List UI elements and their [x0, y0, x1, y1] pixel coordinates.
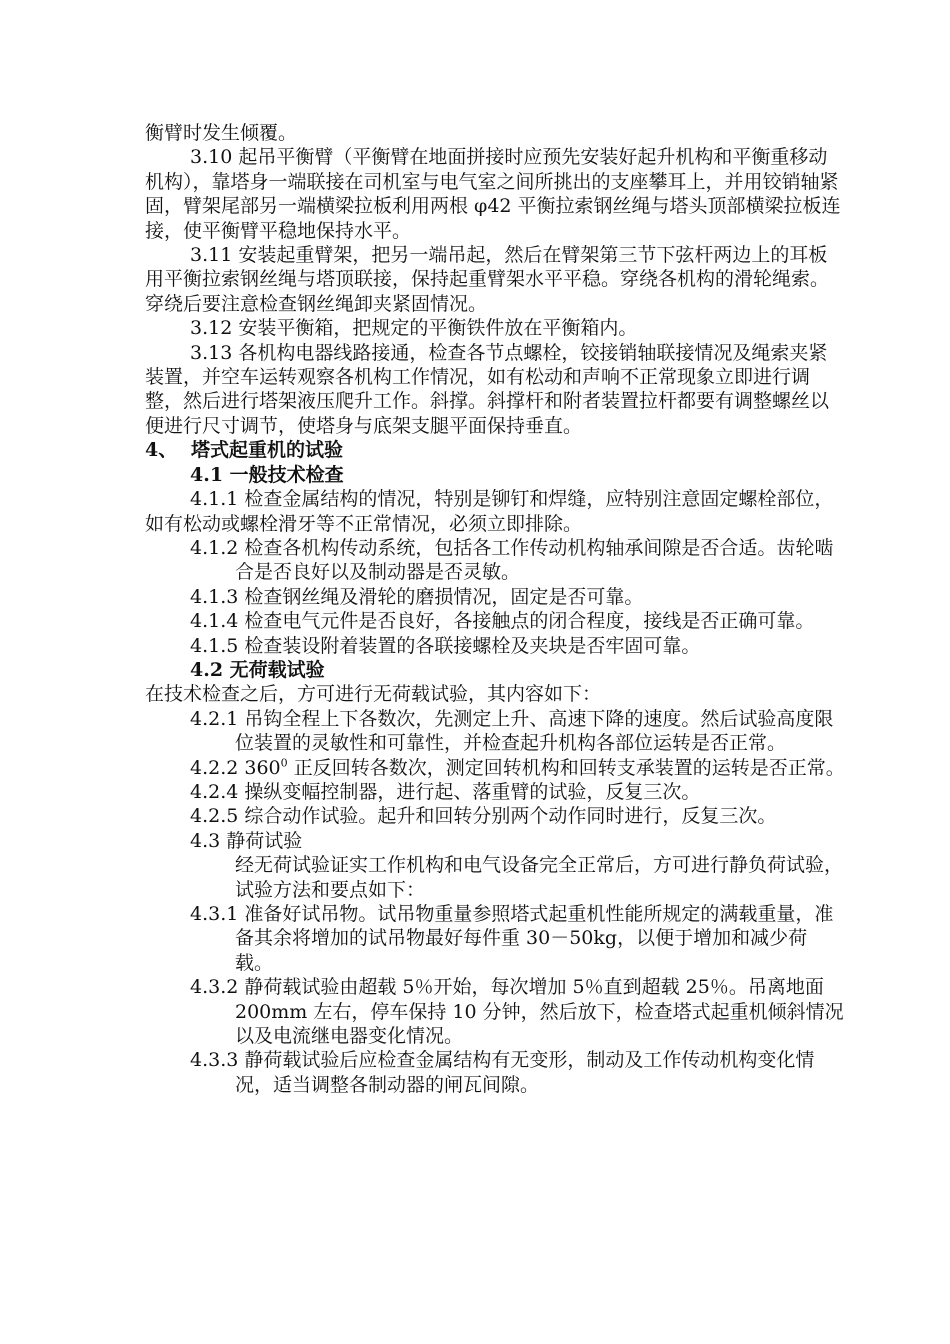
paragraph-4-2-2-rest: 正反回转各数次，测定回转机构和回转支承装置的运转是否正常。	[287, 756, 845, 779]
paragraph-3-11: 3.11 安装起重臂架，把另一端吊起，然后在臂架第三节下弦杆两边上的耳板用平衡拉索钢丝绳与塔顶联接，保持起重臂架水平平稳。穿绕各机构的滑轮绳索。穿绕后要注意检查钢丝绳卸夹紧固情况。	[145, 244, 830, 315]
paragraph-4-1-2: 4.1.2 检查各机构传动系统，包括各工作传动机构轴承间隙是否合适。齿轮啮合是否良好以及制动器是否灵敏。	[190, 536, 834, 584]
paragraph-4-2-intro: 在技术检查之后，方可进行无荷载试验，其内容如下：	[145, 683, 602, 706]
section-heading-4	[145, 438, 845, 462]
paragraph-4-2-1: 4.2.1 吊钩全程上下各数次，先测定上升、高速下降的速度。然后试验高度限位装置的灵敏性和可靠性，并检查起升机构各部位运转是否正常。	[190, 707, 834, 755]
paragraph-4-2-5: 4.2.5 综合动作试验。起升和回转分别两个动作同时进行，反复三次。	[190, 805, 777, 828]
document-page	[145, 121, 845, 1097]
paragraph-3-13: 3.13 各机构电器线路接通，检查各节点螺栓，铰接销轴联接情况及绳索夹紧装置，并空车运转观察各机构工作情况，如有松动和声响不正常现象立即进行调整，然后进行塔架液压爬升工作。斜撑。斜撑杆和附者装置拉杆都要有调整螺丝以便进行尺寸调节，使塔身与底架支腿平面保持垂直。	[145, 341, 830, 437]
paragraph-4-3-3: 4.3.3 静荷载试验后应检查金属结构有无变形，制动及工作传动机构变化情况，适当调整各制动器的闸瓦间隙。	[190, 1049, 815, 1096]
paragraph-continuation: 衡臂时发生倾覆。	[145, 122, 298, 144]
paragraph-4-3-2: 4.3.2 静荷载试验由超载 5％开始，每次增加 5％直到超载 25％。吊离地面 200mm 左右，停车保持 10 分钟，然后放下，检查塔式起重机倾斜情况以及电流继电器变化情况。	[190, 976, 844, 1048]
paragraph-4-1-4: 4.1.4 检查电气元件是否良好，各接触点的闭合程度，接线是否正确可靠。	[190, 610, 815, 633]
subsection-heading-4-1: 4.1 一般技术检查	[190, 463, 344, 486]
paragraph-3-12: 3.12 安装平衡箱，把规定的平衡铁件放在平衡箱内。	[190, 317, 638, 340]
paragraph-4-1-3: 4.1.3 检查钢丝绳及滑轮的磨损情况，固定是否可靠。	[190, 585, 644, 608]
subsection-heading-4-2: 4.2 无荷载试验	[190, 658, 325, 681]
paragraph-4-1-5: 4.1.5 检查装设附着装置的各联接螺栓及夹块是否牢固可靠。	[190, 634, 701, 657]
paragraph-4-2-2	[145, 756, 845, 780]
paragraph-4-3-intro: 经无荷试验证实工作机构和电气设备完全正常后，方可进行静负荷试验，试验方法和要点如下：	[235, 854, 844, 901]
paragraph-3-10: 3.10 起吊平衡臂（平衡臂在地面拼接时应预先安装好起升机构和平衡重移动机构），靠塔身一端联接在司机室与电气室之间所挑出的支座攀耳上，并用铰销轴紧固，臂架尾部另一端横梁拉板利用两根 φ42 平衡拉索钢丝绳与塔头顶部横梁拉板连接，使平衡臂平稳地保持水平。	[145, 146, 841, 242]
paragraph-4-3-1: 4.3.1 准备好试吊物。试吊物重量参照塔式起重机性能所规定的满载重量，准备其余将增加的试吊物最好每件重 30－50kg，以便于增加和减少荷载。	[190, 903, 834, 974]
paragraph-4-1-1: 4.1.1 检查金属结构的情况，特别是铆钉和焊缝，应特别注意固定螺栓部位，如有松动或螺栓滑牙等不正常情况，必须立即排除。	[145, 488, 834, 535]
subsection-heading-4-3: 4.3 静荷试验	[190, 829, 303, 852]
paragraph-4-2-2-start: 4.2.2 360	[190, 756, 281, 779]
section-number: 4、	[145, 439, 178, 462]
section-title: 塔式起重机的试验	[191, 439, 344, 462]
degree-superscript: 0	[280, 756, 288, 770]
paragraph-4-2-4: 4.2.4 操纵变幅控制器，进行起、落重臂的试验，反复三次。	[190, 780, 701, 803]
